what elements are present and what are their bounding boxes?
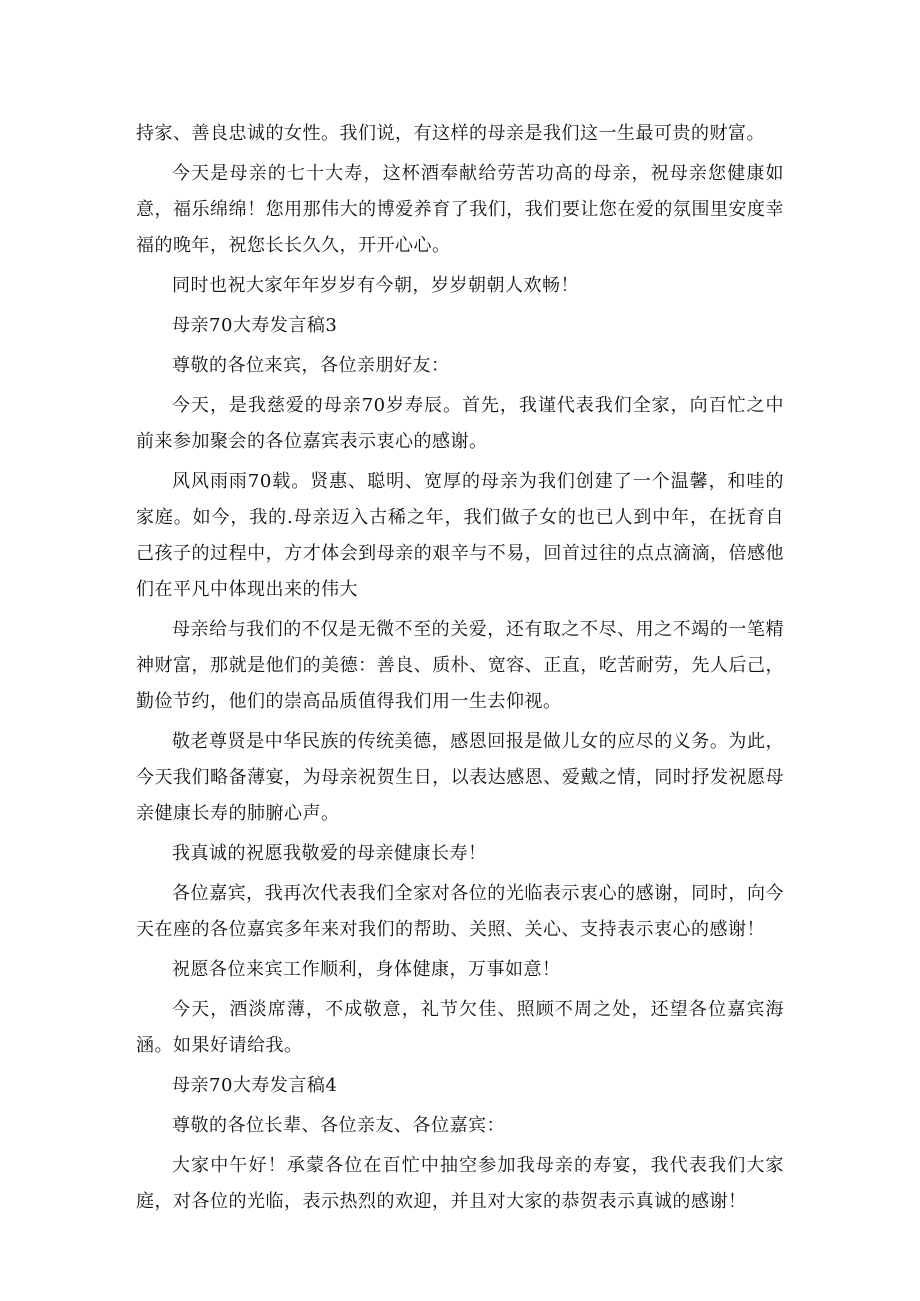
document-body (136, 116, 784, 1224)
paragraph-noon-greeting: 大家中午好！承蒙各位在百忙中抽空参加我母亲的寿宴，我代表我们大家庭，对各位的光临，表示热烈的欢迎，并且对大家的恭贺表示真诚的感谢！ (136, 1155, 784, 1212)
paragraph-salutation-4: 尊敬的各位长辈、各位亲友、各位嘉宾： (172, 1115, 505, 1136)
section-heading-3: 母亲70大寿发言稿3 (172, 315, 338, 336)
paragraph-apology: 今天，酒淡席薄，不成敬意，礼节欠佳、照顾不周之处，还望各位嘉宾海涵。如果好请给我。 (136, 999, 784, 1056)
paragraph-seventy-years: 风风雨雨70载。贤惠、聪明、宽厚的母亲为我们创建了一个温馨，和哇的家庭。如今，我的.母亲迈入古稀之年，我们做子女的也已人到中年，在抚育自己孩子的过程中，方才体会到母亲的艰辛与不易，回首过往的点点滴滴，倍感他们在平凡中体现出来的伟大 (136, 471, 784, 600)
paragraph-tradition: 敬老尊贤是中华民族的传统美德，感恩回报是做儿女的应尽的义务。为此，今天我们略备薄宴，为母亲祝贺生日，以表达感恩、爱戴之情，同时抒发祝愿母亲健康长寿的肺腑心声。 (136, 731, 784, 824)
paragraph-longevity-wish: 我真诚的祝愿我敬爱的母亲健康长寿！ (172, 843, 487, 864)
paragraph-blessing: 祝愿各位来宾工作顺利，身体健康，万事如意！ (172, 959, 561, 980)
paragraph-continuation: 持家、善良忠诚的女性。我们说，有这样的母亲是我们这一生最可贵的财富。 (136, 123, 765, 144)
paragraph-birthday-toast: 今天是母亲的七十大寿，这杯酒奉献给劳苦功高的母亲，祝母亲您健康如意，福乐绵绵！您用那伟大的博爱养育了我们，我们要让您在爱的氛围里安度幸福的晚年，祝您长长久久，开开心心。 (136, 163, 784, 256)
paragraph-virtues: 母亲给与我们的不仅是无微不至的关爱，还有取之不尽、用之不竭的一笔精神财富，那就是他们的美德：善良、质朴、宽容、正直，吃苦耐劳，先人后己，勤俭节约，他们的崇高品质值得我们用一生去仰视。 (136, 619, 784, 712)
paragraph-salutation-3: 尊敬的各位来宾，各位亲朋好友： (172, 355, 450, 376)
paragraph-guests-thanks: 各位嘉宾，我再次代表我们全家对各位的光临表示衷心的感谢，同时，向今天在座的各位嘉宾多年来对我们的帮助、关照、关心、支持表示衷心的感谢！ (136, 883, 784, 940)
paragraph-opening-thanks: 今天，是我慈爱的母亲70岁寿辰。首先，我谨代表我们全家，向百忙之中前来参加聚会的各位嘉宾表示衷心的感谢。 (136, 395, 784, 452)
section-heading-4: 母亲70大寿发言稿4 (172, 1075, 338, 1096)
paragraph-wish-everyone: 同时也祝大家年年岁岁有今朝，岁岁朝朝人欢畅！ (172, 275, 579, 296)
